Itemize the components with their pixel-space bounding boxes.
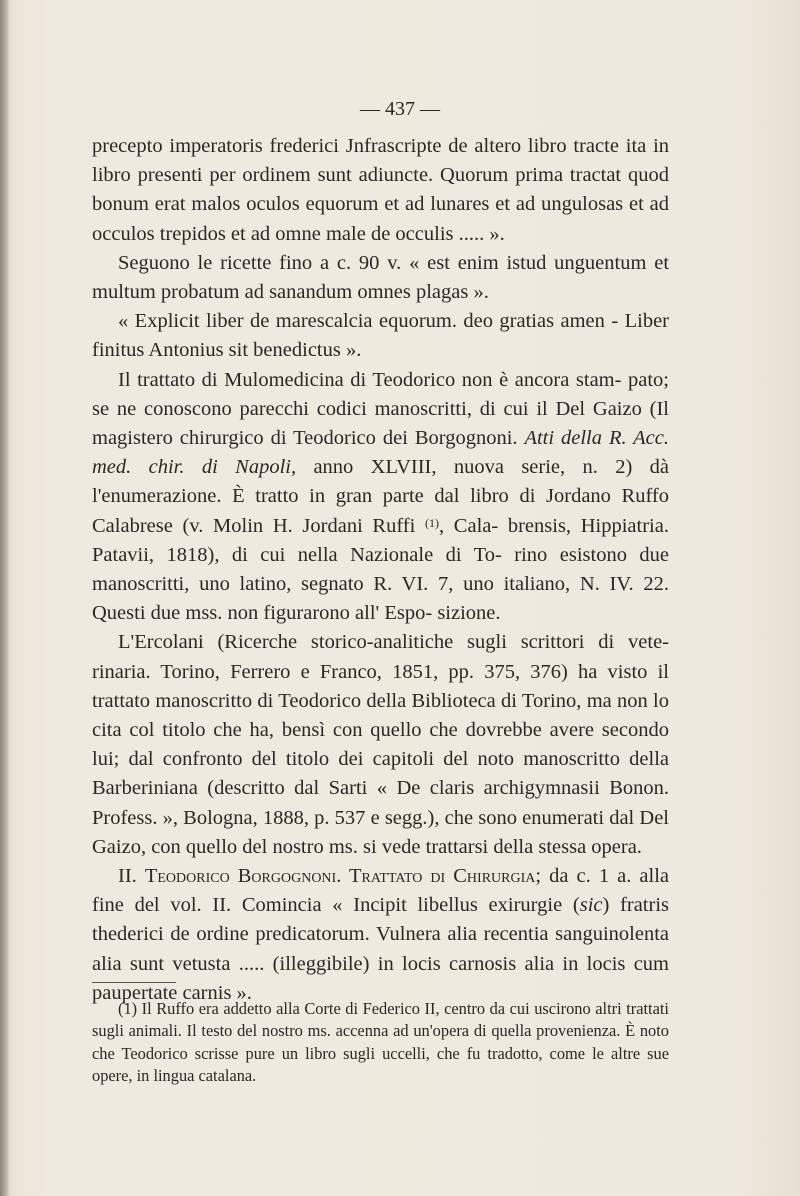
paragraph-4: [92, 366, 669, 629]
text-line: rinaria. Torino, Ferrero e Franco, 1851, pp. 375, 376) ha visto: [92, 660, 648, 683]
footnote-line: (1) Il Ruffo era addetto alla Corte di Federico II, centro da cui uscirono: [118, 999, 591, 1018]
text-line: manoscritto della Barberiniana (descritto dal Sarti « De claris: [92, 748, 670, 800]
footnote-separator: [92, 982, 176, 983]
text-line: ; da c. 1 a.: [535, 865, 632, 888]
sic-italic: sic: [579, 894, 603, 917]
text-line: Gaizo (Il magistero chirurgico di Teodorico dei Borgognoni.: [92, 397, 669, 450]
text-line: tractat quod bonum erat malos oculos equorum et ad lunares: [92, 164, 669, 216]
footnote-line: altri trattati sugli animali. Il testo del nostro ms. accenna ad un'opera di: [92, 999, 669, 1041]
text-line: , Cala-: [439, 514, 499, 537]
text-line: che sono enumerati dal Del Gaizo, con quello del nostro ms. si: [92, 806, 670, 858]
text-line: Seguono le ricette fino a c. 90 v. « est enim istud unguentum: [118, 251, 647, 274]
text-line: L'Ercolani (Ricerche storico-analitiche sugli scrittori di vete-: [118, 631, 669, 654]
paragraph-5: [92, 628, 669, 862]
author-smallcaps: Teodorico Borgognoni.: [144, 865, 342, 888]
text-line: et ad ungulosas et ad occulos trepidos et ad omne male de: [92, 193, 670, 245]
text-line: ): [602, 894, 610, 917]
paragraph-1: [92, 132, 669, 249]
text-line: serie, n. 2) dà l'enumerazione. È tratto in gran parte dal libro: [92, 456, 669, 508]
text-line: Liber finitus Antonius sit benedictus ».: [92, 310, 670, 362]
footnote-line: uccelli, che fu tradotto, come le altre sue opere, in lingua catalana.: [92, 1043, 670, 1086]
footnote-ref[interactable]: (1): [425, 515, 439, 530]
text-line: alia in locis cum paupertate carnis ».: [92, 952, 669, 1004]
paragraph-2: [92, 249, 669, 307]
page-binding-edge: [0, 0, 10, 1196]
text-line: alla fine del vol. II. Comincia « Incipit libellus exirurgie (: [92, 865, 670, 917]
text-line: sanguinolenta alia sunt vetusta ..... (illeggibile) in locis carnosis: [92, 923, 670, 975]
footnote-1: [92, 998, 669, 1088]
text-line: fratris thederici de ordine predicatorum. Vulnera alia recentia: [92, 894, 669, 946]
text-line: avere secondo lui; dal confronto del titolo dei capitoli del noto: [92, 719, 669, 771]
text-line: brensis, Hippiatria. Patavii, 1818), di cui nella Nazionale di To-: [92, 514, 669, 566]
paragraph-3: [92, 307, 669, 365]
text-line: ma non lo cita col titolo che ha, bensì con quello che dovrebbe: [92, 689, 669, 742]
text-line: pato; se ne conoscono parecchi codici manoscritti, di cui il Del: [92, 368, 670, 420]
main-text: [92, 132, 669, 1008]
text-line: il trattato manoscritto di Teodorico della Biblioteca di Torino,: [92, 660, 670, 712]
citation-italic: Atti della R. Acc. med. chir. di Napoli,: [92, 427, 669, 479]
title-smallcaps: Trattato di Chirurgia: [341, 865, 536, 888]
text-line: ita in libro presenti per ordinem sunt adiuncte. Quorum prima: [92, 135, 670, 187]
footnote-line: quella provenienza. È noto che Teodorico scrisse pure un libro sugli: [92, 1021, 670, 1063]
text-line: italiano, N. IV. 22. Questi due mss. non figurarono all' Espo-: [92, 573, 669, 625]
footnotes: [92, 998, 669, 1088]
text-line: rino esistono due manoscritti, uno latino, segnato R. VI. 7, uno: [92, 543, 669, 596]
text-line: di Jordano Ruffo Calabrese (v. Molin H. Jordani Ruffi: [92, 485, 670, 537]
text-line: « Explicit liber de marescalcia equorum. deo gratias amen -: [118, 310, 619, 333]
page-number: — 437 —: [360, 98, 440, 120]
section-number: II.: [118, 865, 145, 888]
text-line: sizione.: [437, 602, 501, 625]
text-line: precepto imperatoris frederici Jnfrascripte de altero libro tracte: [92, 135, 619, 157]
text-line: Il trattato di Mulomedicina di Teodorico non è ancora stam-: [118, 368, 622, 391]
text-line: anno XLVIII, nuova: [296, 456, 504, 479]
text-line: archigymnasii Bonon. Profess. », Bologna, 1888, p. 537 e segg.),: [92, 777, 670, 829]
paragraph-6: [92, 862, 669, 1008]
text-line: et multum probatum ad sanandum omnes plagas ».: [92, 251, 670, 304]
text-line: vede trattarsi della stessa opera.: [381, 835, 642, 858]
text-line: occulis ..... ».: [395, 222, 505, 245]
